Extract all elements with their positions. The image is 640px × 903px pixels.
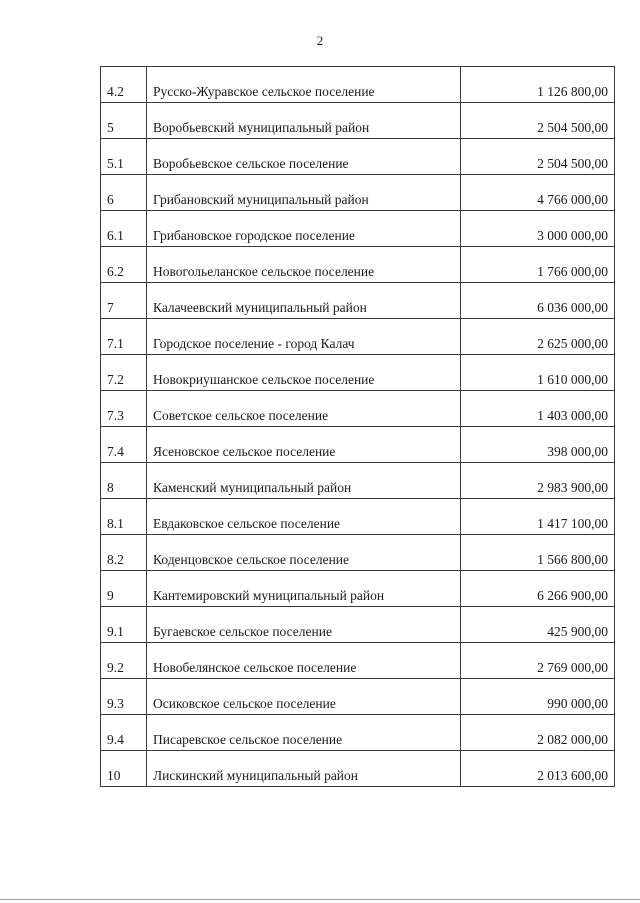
- table-row: [101, 715, 615, 751]
- municipality-name: Евдаковское сельское поселение: [147, 499, 461, 535]
- amount: 1 126 800,00: [461, 67, 615, 103]
- municipality-name: Советское сельское поселение: [147, 391, 461, 427]
- municipality-name: Русско-Журавское сельское поселение: [147, 67, 461, 103]
- municipality-name: Грибановское городское поселение: [147, 211, 461, 247]
- municipality-name: Осиковское сельское поселение: [147, 679, 461, 715]
- amount: 6 266 900,00: [461, 571, 615, 607]
- table-row: [101, 427, 615, 463]
- municipality-name: Грибановский муниципальный район: [147, 175, 461, 211]
- municipality-name: Воробьевское сельское поселение: [147, 139, 461, 175]
- amount: 1 766 000,00: [461, 247, 615, 283]
- table-row: [101, 751, 615, 787]
- row-number: 8.1: [101, 499, 147, 535]
- municipality-name: Каменский муниципальный район: [147, 463, 461, 499]
- municipality-name: Коденцовское сельское поселение: [147, 535, 461, 571]
- amount: 2 504 500,00: [461, 139, 615, 175]
- table-row: [101, 607, 615, 643]
- table-row: [101, 391, 615, 427]
- municipality-name: Кантемировский муниципальный район: [147, 571, 461, 607]
- table-row: [101, 499, 615, 535]
- amount: 2 504 500,00: [461, 103, 615, 139]
- municipality-name: Ясеновское сельское поселение: [147, 427, 461, 463]
- row-number: 7.3: [101, 391, 147, 427]
- amount: 6 036 000,00: [461, 283, 615, 319]
- amount: 425 900,00: [461, 607, 615, 643]
- page-bottom-rule: [0, 899, 640, 900]
- row-number: 9: [101, 571, 147, 607]
- row-number: 4.2: [101, 67, 147, 103]
- amount: 1 403 000,00: [461, 391, 615, 427]
- row-number: 6: [101, 175, 147, 211]
- amount: 2 769 000,00: [461, 643, 615, 679]
- municipality-name: Новокриушанское сельское поселение: [147, 355, 461, 391]
- municipality-name: Новобелянское сельское поселение: [147, 643, 461, 679]
- row-number: 5.1: [101, 139, 147, 175]
- municipality-name: Писаревское сельское поселение: [147, 715, 461, 751]
- row-number: 9.1: [101, 607, 147, 643]
- municipality-name: Городское поселение - город Калач: [147, 319, 461, 355]
- amount: 2 082 000,00: [461, 715, 615, 751]
- row-number: 10: [101, 751, 147, 787]
- row-number: 9.4: [101, 715, 147, 751]
- row-number: 5: [101, 103, 147, 139]
- table-row: [101, 679, 615, 715]
- budget-table: [100, 66, 615, 787]
- table-row: [101, 643, 615, 679]
- row-number: 9.2: [101, 643, 147, 679]
- table-row: [101, 355, 615, 391]
- amount: 4 766 000,00: [461, 175, 615, 211]
- amount: 2 625 000,00: [461, 319, 615, 355]
- row-number: 7: [101, 283, 147, 319]
- amount: 1 566 800,00: [461, 535, 615, 571]
- table-row: [101, 247, 615, 283]
- table-row: [101, 103, 615, 139]
- table-row: [101, 463, 615, 499]
- row-number: 7.1: [101, 319, 147, 355]
- municipality-name: Бугаевское сельское поселение: [147, 607, 461, 643]
- municipality-name: Лискинский муниципальный район: [147, 751, 461, 787]
- amount: 2 013 600,00: [461, 751, 615, 787]
- page-number: 2: [316, 33, 324, 48]
- municipality-name: Воробьевский муниципальный район: [147, 103, 461, 139]
- amount: 1 610 000,00: [461, 355, 615, 391]
- table-row: [101, 535, 615, 571]
- amount: 990 000,00: [461, 679, 615, 715]
- row-number: 8.2: [101, 535, 147, 571]
- table-row: [101, 139, 615, 175]
- row-number: 7.2: [101, 355, 147, 391]
- amount: 398 000,00: [461, 427, 615, 463]
- amount: 1 417 100,00: [461, 499, 615, 535]
- table-row: [101, 67, 615, 103]
- table-row: [101, 283, 615, 319]
- row-number: 6.2: [101, 247, 147, 283]
- amount: 3 000 000,00: [461, 211, 615, 247]
- municipality-name: Калачеевский муниципальный район: [147, 283, 461, 319]
- municipality-name: Новогольеланское сельское поселение: [147, 247, 461, 283]
- row-number: 8: [101, 463, 147, 499]
- row-number: 7.4: [101, 427, 147, 463]
- row-number: 9.3: [101, 679, 147, 715]
- table-row: [101, 319, 615, 355]
- table-row: [101, 571, 615, 607]
- table-row: [101, 211, 615, 247]
- amount: 2 983 900,00: [461, 463, 615, 499]
- row-number: 6.1: [101, 211, 147, 247]
- table-row: [101, 175, 615, 211]
- budget-table-body: [101, 67, 615, 787]
